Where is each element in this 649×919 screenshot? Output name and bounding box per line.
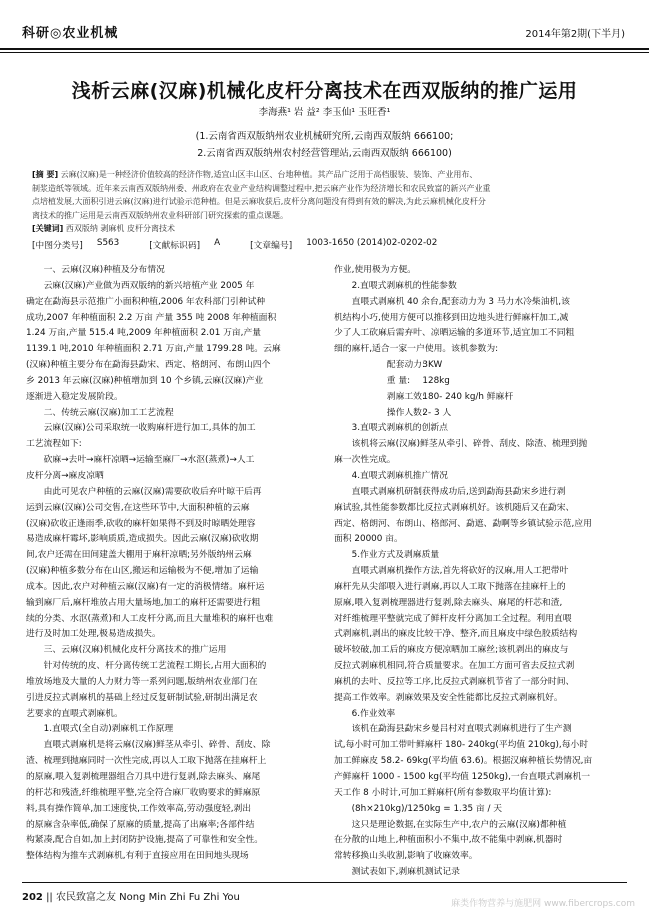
art-label: [文章编号] xyxy=(250,241,293,251)
spec-value: 3KW xyxy=(422,360,443,371)
body-line: 原麻,喂入复剥梳理器进行复剥,除去麻头、麻尾的杆芯和渣, xyxy=(334,597,563,608)
body-line: 确定在勐海县示范推广小面积种植,2006 年农科部门引种试种 xyxy=(26,296,266,307)
body-line: 这只是理论数据,在实际生产中,农户的云麻(汉麻)都种植 xyxy=(351,819,567,830)
abstract-line xyxy=(32,168,622,182)
body-line: 的原麻,喂入复剥梳理器组合刀具中进行复剥,除去麻头、麻尾 xyxy=(26,772,261,782)
keywords-line xyxy=(32,222,622,236)
body-line: 测试表如下,剥麻机测试记录 xyxy=(351,867,460,878)
body-line: 麻试验,其性能参数都比反拉式剥麻机好。该机随后又在勐宋、 xyxy=(334,502,575,513)
header-journal-section: 科研◎农业机械 xyxy=(22,26,119,41)
body-line: 逐渐进入稳定发展阶段。 xyxy=(26,391,123,402)
body-line: 对纤维梳理平整就完成了鲜杆皮杆分离加工全过程。利用直喂 xyxy=(334,613,572,624)
body-line: 直喂式剥麻机操作方法,首先将砍好的汉麻,用人工把带叶 xyxy=(351,566,569,577)
footer-sep: || xyxy=(46,892,53,903)
body-line: 5.作业方式及剥麻质量 xyxy=(351,550,440,561)
body-line: 麻杆先从尖部喂入进行剥麻,再以人工取下抛落在挂麻杆上的 xyxy=(334,581,566,592)
article-authors: 李海燕¹ 岩 益² 李玉仙¹ 玉旺香¹ xyxy=(258,107,391,118)
body-line: 成本。因此,农户对种植云麻(汉麻)有一定的消极情绪。麻杆运 xyxy=(26,581,265,592)
body-line: (汉麻)砍收正逢雨季,砍收的麻杆如果得不到及时晾晒处理容 xyxy=(26,518,256,529)
body-line: 麻一次性完成。 xyxy=(334,455,396,466)
abstract-line: 离技术的推广运用是云南西双版纳州农业科研部门研究探索的重点课题。 xyxy=(32,210,288,220)
spec-value: 2- 3 人 xyxy=(422,407,452,418)
body-line: 6.作业效率 xyxy=(351,708,396,719)
body-line: 成功,2007 年种植面积 2.2 万亩 产量 355 吨 2008 年种植面积 xyxy=(26,312,277,323)
body-line: 常转移换山头收割,影响了收麻效率。 xyxy=(334,851,478,862)
doc-value: A xyxy=(214,238,221,248)
body-line: 间,农户还需在田间建盖大棚用于麻杆凉晒;另外版纳州云麻 xyxy=(26,550,252,561)
body-line: 直喂式剥麻机 40 余台,配套动力为 3 马力水冷柴油机,该 xyxy=(351,296,570,307)
body-line: 1139.1 吨,2010 年种植面积 2.71 万亩,产量 1799.28 吨。云麻 xyxy=(26,344,281,355)
body-line: 进行及时加工处理,极易造成损失。 xyxy=(26,629,161,640)
watermark: 麻类作物营养与施肥网 www.fibercrops.com xyxy=(451,899,635,909)
footer-journal: 农民致富之友 Nong Min Zhi Fu Zhi You xyxy=(56,892,240,903)
body-line: 3.直喂式剥麻机的创新点 xyxy=(351,423,448,434)
body-line: 天工作 8 小时计,可加工鲜麻杆(所有参数取平均值计算): xyxy=(334,787,552,798)
body-line: 面积 20000 亩。 xyxy=(334,534,403,545)
body-line: (8h×210kg)/1250kg = 1.35 亩 / 天 xyxy=(351,803,502,814)
body-line: 由此可见农户种植的云麻(汉麻)需要砍收后弃叶晾干后再 xyxy=(43,486,262,497)
body-line: 1.直喂式(全自动)剥麻机工作原理 xyxy=(43,724,174,735)
body-line: 续的分类、水沤(蒸煮)和人工皮杆分离,而且大量堆积的麻杆也难 xyxy=(26,613,274,624)
affiliation-2: 2.云南省西双版纳州农村经营管理站,云南西双版纳 666100) xyxy=(197,148,452,159)
body-line: (汉麻)种植多数分布在山区,搬运和运输极为不便,增加了运输 xyxy=(26,566,259,577)
body-line: 易造成麻杆霉坏,影响质质,造成损失。因此云麻(汉麻)砍收期 xyxy=(26,534,259,545)
body-line: 加工鲜麻皮 58.2- 69kg(平均值 63.6)。根据汉麻种植长势情况,亩 xyxy=(334,756,593,767)
body-line: 少了人工砍麻后需弃叶、凉晒运输的多道环节,适宜加工不同粗 xyxy=(334,328,575,339)
footer-rule xyxy=(22,882,627,883)
abstract-label: [摘 要] xyxy=(32,170,59,179)
body-line: 的杆芯和残渣,纤维梳理平整,完全符合麻厂收购要求的鲜麻原 xyxy=(26,787,261,798)
body-line: 试,每小时可加工带叶鲜麻杆 180- 240kg(平均值 210kg),每小时 xyxy=(334,740,589,751)
body-line: 砍麻→去叶→麻杆凉晒→运输至麻厂→水沤(蒸煮)→人工 xyxy=(43,455,255,466)
body-line: 工艺流程如下: xyxy=(26,439,82,450)
body-line: 提高工作效率。剥麻效果及安全性能都比反拉式剥麻机好。 xyxy=(334,692,563,703)
body-line: 料,具有操作简单,加工速度快,工作效率高,劳动强度轻,剥出 xyxy=(26,803,252,814)
clc-label: [中图分类号] xyxy=(32,241,83,251)
body-line: 2.直喂式剥麻机的性能参数 xyxy=(351,280,457,291)
spec-row xyxy=(334,374,617,390)
spec-row xyxy=(334,406,617,422)
article-title: 浅析云麻(汉麻)机械化皮杆分离技术在西双版纳的推广运用 xyxy=(71,80,578,102)
doc-label: [文献标识码] xyxy=(149,241,201,251)
body-line: 在分散的山地上,种植面积小不集中,故不能集中剥麻,机器时 xyxy=(334,835,563,846)
body-line: 堆放场地及大量的人力财力等一系列问题,版纳州农业部门在 xyxy=(26,676,258,687)
body-line: 艺要求的直喂式剥麻机。 xyxy=(26,708,123,719)
body-line: 云麻(汉麻)产业做为西双版纳的新兴培植产业 2005 年 xyxy=(43,280,255,291)
spec-row xyxy=(334,358,617,374)
body-line: 机结构小巧,使用方便可以推移到田边地头进行鲜麻杆加工,减 xyxy=(334,312,569,323)
body-line: 反拉式剥麻机相同,符合质量要求。在加工方面可省去反拉式剥 xyxy=(334,661,575,672)
right-column xyxy=(334,263,617,881)
body-line: 式剥麻机,剥出的麻皮比较干净、整齐,而且麻皮中绿色胶质结构 xyxy=(334,629,578,640)
body-line: 破坏较破,加工后的麻皮方便凉晒加工麻丝;该机剥出的麻皮与 xyxy=(334,645,569,656)
body-line: 产鲜麻杆 1000 - 1500 kg(平均值 1250kg),一台直喂式剥麻机一 xyxy=(334,772,591,782)
spec-key: 配套动力: xyxy=(386,360,425,371)
body-line: 输到麻厂后,麻杆堆放占用大量场地,加工的麻杆还需要进行粗 xyxy=(26,597,261,608)
page-number: 202 xyxy=(22,892,43,903)
spec-value: 180- 240 kg/h 鲜麻杆 xyxy=(422,391,514,402)
body-line: 的原麻含杂率低,确保了原麻的质量,提高了出麻率;各部件结 xyxy=(26,819,255,830)
abstract-text: 云麻(汉麻)是一种经济价值较高的经济作物,适宜山区丰山区、台地种植。其产品广泛用于高档服装、装饰、产业用布、 xyxy=(60,170,478,179)
section-heading: 一、云麻(汉麻)种植及分布情况 xyxy=(43,265,165,275)
body-line: 麻机的去叶、反拉等工序,比反拉式剥麻机节省了一部分时间、 xyxy=(334,676,575,687)
body-line: 该机在勐海县勐宋乡曼吕村对直喂式剥麻机进行了生产测 xyxy=(351,724,572,735)
body-line: 引进反拉式剥麻机的基础上经过反复研制试验,研制出满足农 xyxy=(26,692,258,703)
body-line: 4.直喂式剥麻机推广情况 xyxy=(351,470,448,481)
body-line: 乡 2013 年云麻(汉麻)种植增加到 10 个乡镇,云麻(汉麻)产业 xyxy=(26,375,264,386)
body-line: 针对传统的皮、杆分离传统工艺流程工期长,占用大面积的 xyxy=(43,661,267,672)
body-line: 直喂式剥麻机研制获得成功后,送到勐海县勐宋乡进行剥 xyxy=(351,486,566,497)
abstract-line: 制浆造纸等领域。近年来云南西双版纳州委、州政府在农业产业结构调整过程中,把云麻产业作为经济增长和农民致富的新兴产业重 xyxy=(32,183,491,193)
header-rule-thick xyxy=(0,48,649,50)
abstract-block xyxy=(32,168,622,236)
section-heading: 三、云麻(汉麻)机械化皮杆分离技术的推广运用 xyxy=(43,645,227,656)
art-value: 1003-1650 (2014)02-0202-02 xyxy=(306,238,438,248)
clc-value: S563 xyxy=(96,238,120,248)
spec-row xyxy=(334,390,617,406)
spec-key: 操作人数: xyxy=(386,407,425,418)
page-footer xyxy=(22,888,240,903)
meta-line xyxy=(32,238,622,251)
left-column xyxy=(26,263,309,865)
spec-value: 128kg xyxy=(422,375,450,386)
body-line: 构紧凑,配合自如,加上封闭防护设施,提高了可靠性和安全性。 xyxy=(26,835,264,846)
body-line: 渣、梳理到抛麻同时一次性完成,再以人工取下抛落在挂麻杆上 xyxy=(26,756,267,767)
body-line: 整体结构为推车式剥麻机,有利于直接应用在田间地头现场 xyxy=(26,851,249,862)
keywords: 西双版纳 剥麻机 皮杆分离技术 xyxy=(65,224,175,233)
body-line: 直喂式剥麻机是将云麻(汉麻)鲜茎从牵引、碎骨、刮皮、除 xyxy=(43,740,271,751)
abstract-line: 点培植发展,大面积引进云麻(汉麻)进行试验示范种植。但是云麻收获后,皮杆分离问题没有得到有效的解决,为此云麻机械化皮杆分 xyxy=(32,197,486,206)
body-line: 细的麻杆,适合一家一户使用。该机参数为: xyxy=(334,344,499,355)
body-line: 运到云麻(汉麻)公司交售,在这些环节中,大面积种植的云麻 xyxy=(26,502,250,513)
body-line: 该机将云麻(汉麻)鲜茎从牵引、碎骨、刮皮、除渣、梳理到抛 xyxy=(351,439,588,450)
body-line: 作业,使用极为方便。 xyxy=(334,265,416,275)
body-line: 皮杆分离→麻皮凉晒 xyxy=(26,470,104,481)
header-rule-thin xyxy=(0,52,649,53)
body-line: 1.24 万亩,产量 515.4 吨,2009 年种植面积 2.01 万亩,产量 xyxy=(26,328,262,339)
affiliation-1: (1.云南省西双版纳州农业机械研究所,云南西双版纳 666100; xyxy=(195,131,454,142)
body-line: (汉麻)种植主要分布在勐海县勐宋、西定、格朗河、布朗山四个 xyxy=(26,360,271,371)
body-line: 西定、格朗河、布朗山、格郎河、勐遮、勐啊等乡镇试验示范,应用 xyxy=(334,518,592,529)
header-issue: 2014年第2期(下半月) xyxy=(525,29,625,40)
body-line: 云麻(汉麻)公司采取统一收购麻杆进行加工,具体的加工 xyxy=(43,423,256,434)
spec-key: 重 量: xyxy=(386,375,411,386)
section-heading: 二、传统云麻(汉麻)加工工艺流程 xyxy=(43,407,174,418)
spec-key: 剥麻工效: xyxy=(386,391,425,402)
keywords-label: [关键词] xyxy=(32,224,64,233)
